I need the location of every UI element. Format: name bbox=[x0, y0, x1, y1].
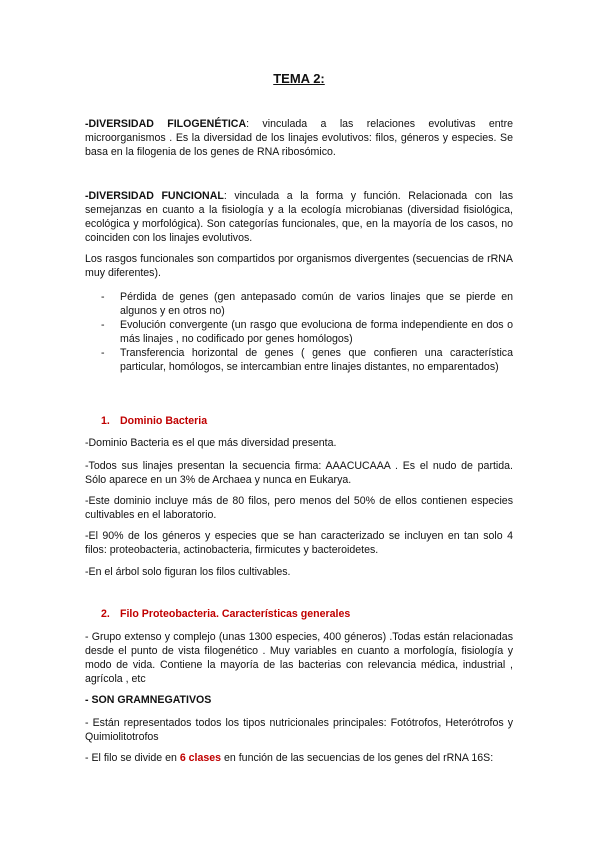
section-heading-text: Filo Proteobacteria. Características generales bbox=[120, 608, 351, 620]
clases-text-start: - El filo se divide en bbox=[85, 752, 180, 764]
paragraph-bacteria-5: -En el árbol solo figuran los filos cultivables. bbox=[85, 566, 291, 578]
section-heading-text: Dominio Bacteria bbox=[120, 415, 208, 427]
list-item-text: Pérdida de genes (gen antepasado común de varios linajes que se pierde en algunos y en otros no) bbox=[120, 291, 513, 317]
clases-highlight: 6 clases bbox=[179, 752, 222, 764]
paragraph-diversidad-funcional bbox=[85, 189, 513, 245]
list-item-text: Evolución convergente (un rasgo que evoluciona de forma independiente en dos o más linajes , no codificado por genes homólogos) bbox=[120, 319, 513, 345]
list-item-text: Transferencia horizontal de genes ( genes que confieren una característica particular, homólogos, se intercambian entre linajes distantes, no emparentados) bbox=[120, 347, 513, 373]
paragraph-bacteria-2: -Todos sus linajes presentan la secuencia firma: AAACUCAAA . Es el nudo de partida. Sólo aparece en un 3% de Archaea y nunca en Eukarya. bbox=[85, 460, 513, 486]
section-number: 1. bbox=[101, 415, 110, 427]
definition-filogenetica: : vinculada a las relaciones evolutivas entre microorganismos . Es la diversidad de los linajes evolutivos: filos, géneros y especies. Se basa en la filogenia de los genes de RNA ribosómico. bbox=[85, 118, 514, 158]
section-number: 2. bbox=[101, 608, 110, 620]
list-mecanismos bbox=[85, 290, 513, 374]
paragraph-rasgos-funcionales: Los rasgos funcionales son compartidos por organismos divergentes (secuencias de rRNA muy diferentes). bbox=[85, 253, 513, 279]
paragraph-nutricionales: - Están representados todos los tipos nutricionales principales: Fotótrofos, Heterótrofos y Quimiolitotrofos bbox=[85, 717, 513, 743]
dash-marker: - bbox=[101, 347, 105, 359]
paragraph-gramnegativos: - SON GRAMNEGATIVOS bbox=[85, 694, 212, 706]
paragraph-diversidad-filogenetica bbox=[85, 117, 513, 159]
list-item bbox=[85, 346, 513, 374]
list-item bbox=[85, 318, 513, 346]
paragraph-bacteria-4: -El 90% de los géneros y especies que se han caracterizado se incluyen en tan solo 4 filos: proteobacteria, actinobacteria, firmicutes y bacteroidetes. bbox=[85, 530, 513, 556]
definition-funcional: : vinculada a la forma y función. Relacionada con las semejanzas en cuanto a la fisiología y a la ecología microbianas (diversidad fisiológica, ecológica y morfológica). Son categorías funcionales, que, en la mayoría de los casos, no coinciden con los linajes evolutivos. bbox=[85, 190, 513, 244]
page-title: TEMA 2: bbox=[273, 71, 325, 86]
paragraph-clases bbox=[85, 751, 513, 765]
dash-marker: - bbox=[101, 319, 105, 331]
term-diversidad-funcional: -DIVERSIDAD FUNCIONAL bbox=[85, 190, 224, 202]
paragraph-proteobacteria-1: - Grupo extenso y complejo (unas 1300 especies, 400 géneros) .Todas están relacionadas desde el punto de vista filogenético . Muy variables en cuanto a morfología, fisiología y modo de vida. Contiene la mayoría de las bacterias con relevancia médica, industrial , agrícola , etc bbox=[85, 631, 513, 685]
section-heading-proteobacteria bbox=[85, 607, 513, 621]
paragraph-bacteria-1: -Dominio Bacteria es el que más diversidad presenta. bbox=[85, 437, 337, 449]
list-item bbox=[85, 290, 513, 318]
paragraph-bacteria-3: -Este dominio incluye más de 80 filos, pero menos del 50% de ellos contienen especies cultivables en el laboratorio. bbox=[85, 495, 513, 521]
term-diversidad-filogenetica: -DIVERSIDAD FILOGENÉTICA bbox=[85, 118, 247, 130]
dash-marker: - bbox=[101, 291, 105, 303]
section-heading-dominio-bacteria bbox=[85, 414, 513, 428]
clases-text-end: en función de las secuencias de los genes del rRNA 16S: bbox=[221, 752, 494, 764]
